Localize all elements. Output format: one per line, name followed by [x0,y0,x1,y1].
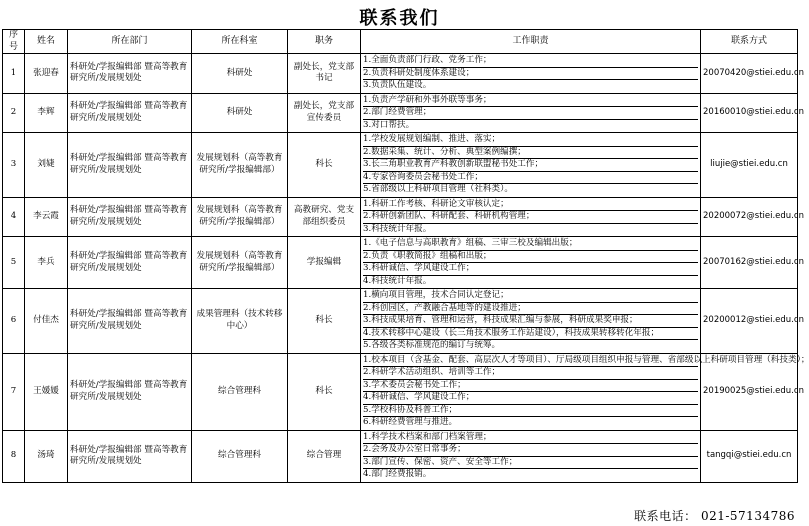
contact-email: 20070162@stiei.edu.cn [701,237,798,289]
duty-item: 3.部门宣传、保密、资产、安全等工作； [363,457,698,470]
duty-item: 1.全面负责部门行政、党务工作； [363,55,698,68]
row-number: 1 [3,54,25,94]
table-row [3,197,798,237]
department: 科研处/学报编辑部 暨高等教育研究所/发展规划处 [68,197,192,237]
contact-phone: 联系电话： 021-57134786 [634,509,795,523]
contact-email: 20190025@stiei.edu.cn [701,353,798,430]
duty-item: 1.横向项目管理，技术合同认定登记； [363,290,698,303]
row-number: 3 [3,133,25,198]
duties-cell [361,237,701,289]
duty-item: 3.科技统计年报。 [363,223,432,234]
table-row [3,133,798,198]
table-row [3,93,798,133]
duty-item: 3.科技成果培育、管理和运营，科技成果汇编与参展，科研成果奖申报； [363,315,698,328]
duty-item: 1.科研工作考核、科研论文审核认定； [363,199,698,212]
duty-item: 2.负责科研处制度体系建设； [363,68,698,81]
page-title: 联系我们 [359,8,440,29]
duties-cell [361,289,701,354]
duty-item: 2.会务及办公室日常事务； [363,444,698,457]
office: 综合管理科 [192,430,288,482]
duty-item: 2.部门经费管理； [363,107,698,120]
row-number: 4 [3,197,25,237]
table-body [3,54,809,483]
duty-item: 3.科研诚信、学风建设工作； [363,263,698,276]
person-name: 张迎春 [25,54,68,94]
position: 副处长，党支部书记 [288,54,361,94]
person-name: 李辉 [25,93,68,133]
position: 高教研究、党支部组织委员 [288,197,361,237]
office: 综合管理科 [192,353,288,430]
office: 科研处 [192,54,288,94]
duty-item: 2.负责《职教简报》组稿和出版； [363,251,698,264]
header-contact: 联系方式 [701,30,798,54]
duties-cell [361,197,701,237]
duty-item: 5.省部级以上科研项目管理（社科类）。 [363,184,513,194]
department: 科研处/学报编辑部 暨高等教育研究所/发展规划处 [68,93,192,133]
position: 科长 [288,353,361,430]
person-name: 付佳杰 [25,289,68,354]
duty-item: 5.各级各类标准规范的编订与统筹。 [363,340,501,350]
department: 科研处/学报编辑部 暨高等教育研究所/发展规划处 [68,237,192,289]
person-name: 王媛媛 [25,353,68,430]
duty-item: 3.学术委员会秘书处工作； [363,380,698,393]
duty-item: 3.长三角职业教育产科教创新联盟秘书处工作； [363,159,698,172]
office: 科研处 [192,93,288,133]
duty-item: 3.对口帮扶。 [363,119,415,130]
department: 科研处/学报编辑部 暨高等教育研究所/发展规划处 [68,54,192,94]
duties-cell [361,430,701,482]
row-number: 6 [3,289,25,354]
duties-cell [361,54,701,94]
contact-table [2,29,809,483]
contact-email: liujie@stiei.edu.cn [701,133,798,198]
duty-item: 2.科创园区，产教融合基地等的建设推进； [363,303,698,316]
office: 成果管理科（技术转移中心） [192,289,288,354]
duty-item: 1.学校发展规划编制、推进、落实； [363,134,698,147]
header-dept: 所在部门 [68,30,192,54]
row-number: 7 [3,353,25,430]
contact-email: tangqi@stiei.edu.cn [701,430,798,482]
duty-item: 1.校本项目（含基金、配套、高层次人才等项目）、厅局级项目组织申报与管理、省部级以上科研项目管理（科技类）； [363,355,698,368]
header-no: 序号 [3,30,25,54]
duty-item: 2.科研学术活动组织、培训等工作； [363,367,698,380]
header-name: 姓名 [25,30,68,54]
person-name: 李兵 [25,237,68,289]
position: 副处长，党支部宣传委员 [288,93,361,133]
duty-item: 1.负责产学研和外事外联等事务； [363,95,698,108]
position: 综合管理 [288,430,361,482]
contact-email: 20200012@stiei.edu.cn [701,289,798,354]
department: 科研处/学报编辑部 暨高等教育研究所/发展规划处 [68,289,192,354]
table-header-row [3,30,798,54]
person-name: 刘婕 [25,133,68,198]
duty-item: 4.科研诚信、学风建设工作； [363,392,698,405]
duty-item: 2.科研创新团队、科研配套、科研机构管理； [363,211,698,224]
contact-email: 20070420@stiei.edu.cn [701,54,798,94]
duties-cell [361,93,701,133]
office: 发展规划科（高等教育研究所/学报编辑部） [192,197,288,237]
position: 科长 [288,289,361,354]
person-name: 汤琦 [25,430,68,482]
table-row [3,353,798,430]
duty-item: 3.负责队伍建设。 [363,80,432,90]
position: 学报编辑 [288,237,361,289]
department: 科研处/学报编辑部 暨高等教育研究所/发展规划处 [68,353,192,430]
table-row [3,289,798,354]
table-row [3,430,798,482]
duty-item: 1.《电子信息与高职教育》组稿、三审三校及编辑出版； [363,238,698,251]
row-number: 5 [3,237,25,289]
table-row [3,54,798,94]
duty-item: 1.科学技术档案和部门档案管理； [363,432,698,445]
row-number: 2 [3,93,25,133]
header-office: 所在科室 [192,30,288,54]
duty-item: 5.学校科协及科普工作； [363,405,698,418]
department: 科研处/学报编辑部 暨高等教育研究所/发展规划处 [68,133,192,198]
row-number: 8 [3,430,25,482]
office: 发展规划科（高等教育研究所/学报编辑部） [192,237,288,289]
header-duties: 工作职责 [361,30,701,54]
contact-email: 20160010@stiei.edu.cn [701,93,798,133]
duty-item: 4.科技统计年报。 [363,275,432,286]
office: 发展规划科（高等教育研究所/学报编辑部） [192,133,288,198]
contact-email: 20200072@stiei.edu.cn [701,197,798,237]
duty-item: 6.科研经费管理与推进。 [363,417,458,427]
position: 科长 [288,133,361,198]
duty-item: 4.技术转移中心建设（长三角技术服务工作站建设），科技成果转移转化年报； [363,328,698,341]
person-name: 李云霞 [25,197,68,237]
table-row [3,237,798,289]
department: 科研处/学报编辑部 暨高等教育研究所/发展规划处 [68,430,192,482]
header-position: 职务 [288,30,361,54]
duty-item: 2.数据采集、统计、分析、典型案例编撰； [363,147,698,160]
duty-item: 4.部门经费报销。 [363,469,432,479]
duties-cell [361,133,701,198]
duty-item: 4.专家咨询委员会秘书处工作； [363,172,698,185]
